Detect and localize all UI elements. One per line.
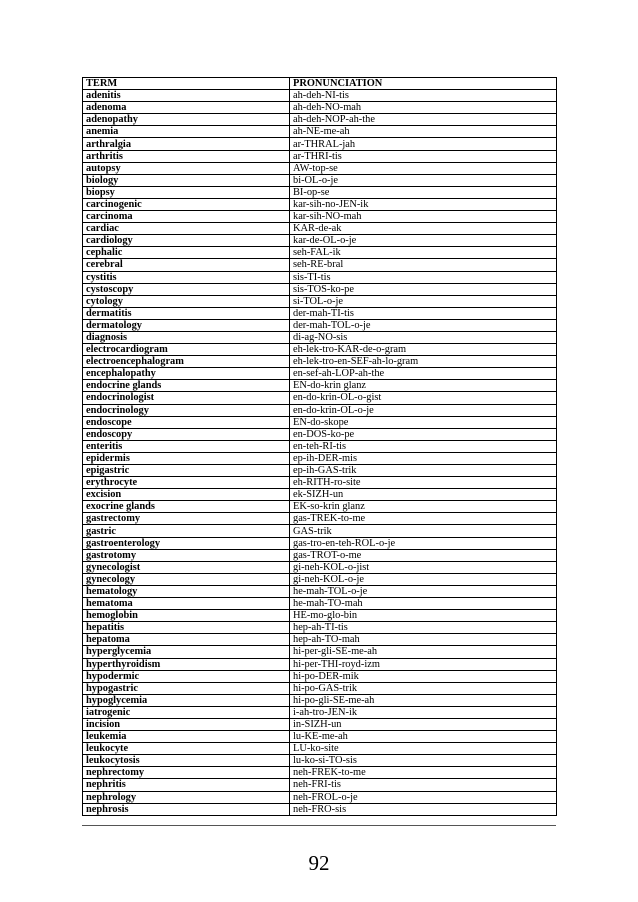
pronunciation-cell: ek-SIZH-un (290, 489, 557, 501)
table-row (83, 767, 557, 779)
pronunciation-cell: gi-neh-KOL-o-je (290, 573, 557, 585)
pronunciation-cell: lu-ko-si-TO-sis (290, 755, 557, 767)
table-row (83, 271, 557, 283)
page-number: 92 (308, 851, 330, 875)
table-row (83, 694, 557, 706)
pronunciation-cell: hi-po-DER-mik (290, 670, 557, 682)
table-row (83, 561, 557, 573)
pronunciation-cell: eh-RITH-ro-site (290, 477, 557, 489)
pronunciation-cell: bi-OL-o-je (290, 174, 557, 186)
table-row (83, 247, 557, 259)
table-row (83, 331, 557, 343)
pronunciation-cell: gas-TROT-o-me (290, 549, 557, 561)
table-row (83, 126, 557, 138)
pronunciation-cell: en-do-krin-OL-o-je (290, 404, 557, 416)
term-cell: nephrectomy (83, 767, 290, 779)
pronunciation-cell: he-mah-TO-mah (290, 598, 557, 610)
pronunciation-cell: si-TOL-o-je (290, 295, 557, 307)
table-row (83, 477, 557, 489)
pronunciation-cell: en-do-krin-OL-o-gist (290, 392, 557, 404)
pronunciation-cell: he-mah-TOL-o-je (290, 585, 557, 597)
pronunciation-cell: ar-THRI-tis (290, 150, 557, 162)
pronunciation-cell: EN-do-krin glanz (290, 380, 557, 392)
pronunciation-cell: HE-mo-glo-bin (290, 610, 557, 622)
table-row (83, 465, 557, 477)
term-cell: hepatoma (83, 634, 290, 646)
table-row (83, 198, 557, 210)
pronunciation-cell: seh-FAL-ik (290, 247, 557, 259)
table-row (83, 791, 557, 803)
terminology-table (82, 77, 557, 816)
table-row (83, 380, 557, 392)
term-cell: gastrotomy (83, 549, 290, 561)
table-row (83, 731, 557, 743)
table-row (83, 223, 557, 235)
pronunciation-cell: en-sef-ah-LOP-ah-the (290, 368, 557, 380)
pronunciation-cell: EN-do-skope (290, 416, 557, 428)
table-row (83, 549, 557, 561)
table-row (83, 416, 557, 428)
pronunciation-cell: GAS-trik (290, 525, 557, 537)
pronunciation-cell: kar-sih-NO-mah (290, 211, 557, 223)
term-cell: leukemia (83, 731, 290, 743)
table-row (83, 743, 557, 755)
term-cell: cardiology (83, 235, 290, 247)
pronunciation-cell: gas-tro-en-teh-ROL-o-je (290, 537, 557, 549)
term-cell: adenopathy (83, 114, 290, 126)
term-cell: endocrinologist (83, 392, 290, 404)
pronunciation-cell: ep-ih-DER-mis (290, 452, 557, 464)
pronunciation-cell: en-teh-RI-tis (290, 440, 557, 452)
term-cell: gastric (83, 525, 290, 537)
table-row (83, 404, 557, 416)
table-row (83, 537, 557, 549)
pronunciation-cell: ah-deh-NOP-ah-the (290, 114, 557, 126)
term-cell: hematoma (83, 598, 290, 610)
term-cell: enteritis (83, 440, 290, 452)
term-cell: epigastric (83, 465, 290, 477)
term-cell: dermatology (83, 319, 290, 331)
term-cell: hyperthyroidism (83, 658, 290, 670)
table-row (83, 174, 557, 186)
table-row (83, 452, 557, 464)
term-cell: endoscopy (83, 428, 290, 440)
table-row (83, 573, 557, 585)
term-cell: hemoglobin (83, 610, 290, 622)
term-cell: cytology (83, 295, 290, 307)
term-cell: leukocyte (83, 743, 290, 755)
table-row (83, 283, 557, 295)
table-row (83, 513, 557, 525)
pronunciation-cell: neh-FRI-tis (290, 779, 557, 791)
pronunciation-cell: ah-NE-me-ah (290, 126, 557, 138)
table-row (83, 356, 557, 368)
table-row (83, 90, 557, 102)
term-cell: adenoma (83, 102, 290, 114)
table-row (83, 307, 557, 319)
term-cell: diagnosis (83, 331, 290, 343)
term-cell: electroencephalogram (83, 356, 290, 368)
pronunciation-cell: neh-FROL-o-je (290, 791, 557, 803)
table-row (83, 489, 557, 501)
pronunciation-cell: ar-THRAL-jah (290, 138, 557, 150)
term-cell: nephritis (83, 779, 290, 791)
term-cell: anemia (83, 126, 290, 138)
term-cell: biopsy (83, 186, 290, 198)
pronunciation-cell: EK-so-krin glanz (290, 501, 557, 513)
term-cell: hematology (83, 585, 290, 597)
table-row (83, 368, 557, 380)
term-cell: epidermis (83, 452, 290, 464)
term-cell: endocrinology (83, 404, 290, 416)
table-header-row (83, 78, 557, 90)
table-row (83, 670, 557, 682)
term-cell: endocrine glands (83, 380, 290, 392)
table-body (83, 90, 557, 816)
pronunciation-cell: eh-lek-tro-en-SEF-ah-lo-gram (290, 356, 557, 368)
pronunciation-cell: BI-op-se (290, 186, 557, 198)
pronunciation-cell: AW-top-se (290, 162, 557, 174)
table-row (83, 525, 557, 537)
term-cell: hyperglycemia (83, 646, 290, 658)
table-row (83, 585, 557, 597)
term-cell: hypogastric (83, 682, 290, 694)
term-cell: gynecologist (83, 561, 290, 573)
pronunciation-cell: der-mah-TI-tis (290, 307, 557, 319)
term-cell: cystoscopy (83, 283, 290, 295)
table-row (83, 162, 557, 174)
term-cell: iatrogenic (83, 706, 290, 718)
pronunciation-cell: hi-per-THI-royd-izm (290, 658, 557, 670)
table-row (83, 755, 557, 767)
table-row (83, 295, 557, 307)
table-row (83, 501, 557, 513)
pronunciation-cell: hi-po-GAS-trik (290, 682, 557, 694)
term-cell: hypoglycemia (83, 694, 290, 706)
table-row (83, 319, 557, 331)
term-cell: carcinoma (83, 211, 290, 223)
table-row (83, 706, 557, 718)
term-cell: hypodermic (83, 670, 290, 682)
table-row (83, 259, 557, 271)
table-row (83, 718, 557, 730)
table-row (83, 235, 557, 247)
term-cell: gastroenterology (83, 537, 290, 549)
term-cell: incision (83, 718, 290, 730)
term-cell: gynecology (83, 573, 290, 585)
pronunciation-cell: gi-neh-KOL-o-jist (290, 561, 557, 573)
term-column-header: TERM (83, 78, 290, 90)
table-row (83, 428, 557, 440)
term-cell: dermatitis (83, 307, 290, 319)
table-row (83, 114, 557, 126)
pronunciation-cell: KAR-de-ak (290, 223, 557, 235)
pronunciation-cell: in-SIZH-un (290, 718, 557, 730)
term-cell: encephalopathy (83, 368, 290, 380)
pronunciation-cell: LU-ko-site (290, 743, 557, 755)
term-cell: excision (83, 489, 290, 501)
pronunciation-cell: hep-ah-TI-tis (290, 622, 557, 634)
pronunciation-cell: neh-FREK-to-me (290, 767, 557, 779)
table-row (83, 682, 557, 694)
table-row (83, 440, 557, 452)
term-cell: erythrocyte (83, 477, 290, 489)
term-cell: gastrectomy (83, 513, 290, 525)
term-cell: autopsy (83, 162, 290, 174)
term-cell: electrocardiogram (83, 344, 290, 356)
term-cell: endoscope (83, 416, 290, 428)
table-row (83, 622, 557, 634)
term-cell: cardiac (83, 223, 290, 235)
pronunciation-cell: ah-deh-NI-tis (290, 90, 557, 102)
pronunciation-cell: kar-de-OL-o-je (290, 235, 557, 247)
table-row (83, 186, 557, 198)
pronunciation-cell: neh-FRO-sis (290, 803, 557, 815)
term-cell: cephalic (83, 247, 290, 259)
pronunciation-cell: hi-per-gli-SE-me-ah (290, 646, 557, 658)
pronunciation-column-header: PRONUNCIATION (290, 78, 557, 90)
table-row (83, 598, 557, 610)
pronunciation-cell: en-DOS-ko-pe (290, 428, 557, 440)
term-cell: carcinogenic (83, 198, 290, 210)
table-row (83, 658, 557, 670)
pronunciation-cell: i-ah-tro-JEN-ik (290, 706, 557, 718)
term-cell: cystitis (83, 271, 290, 283)
table-row (83, 610, 557, 622)
table-row (83, 102, 557, 114)
pronunciation-cell: der-mah-TOL-o-je (290, 319, 557, 331)
term-cell: cerebral (83, 259, 290, 271)
bottom-divider (82, 825, 556, 826)
term-cell: nephrosis (83, 803, 290, 815)
pronunciation-cell: seh-RE-bral (290, 259, 557, 271)
pronunciation-cell: ep-ih-GAS-trik (290, 465, 557, 477)
table-row (83, 803, 557, 815)
pronunciation-cell: ah-deh-NO-mah (290, 102, 557, 114)
term-cell: arthritis (83, 150, 290, 162)
term-cell: hepatitis (83, 622, 290, 634)
pronunciation-cell: eh-lek-tro-KAR-de-o-gram (290, 344, 557, 356)
term-cell: exocrine glands (83, 501, 290, 513)
table-row (83, 211, 557, 223)
term-cell: nephrology (83, 791, 290, 803)
pronunciation-cell: kar-sih-no-JEN-ik (290, 198, 557, 210)
term-cell: biology (83, 174, 290, 186)
table-row (83, 392, 557, 404)
pronunciation-cell: hep-ah-TO-mah (290, 634, 557, 646)
table-row (83, 634, 557, 646)
term-cell: leukocytosis (83, 755, 290, 767)
term-cell: adenitis (83, 90, 290, 102)
table-row (83, 779, 557, 791)
pronunciation-cell: hi-po-gli-SE-me-ah (290, 694, 557, 706)
pronunciation-cell: di-ag-NO-sis (290, 331, 557, 343)
table-row (83, 344, 557, 356)
table-row (83, 646, 557, 658)
pronunciation-cell: sis-TOS-ko-pe (290, 283, 557, 295)
table-row (83, 138, 557, 150)
pronunciation-cell: gas-TREK-to-me (290, 513, 557, 525)
pronunciation-cell: lu-KE-me-ah (290, 731, 557, 743)
table-row (83, 150, 557, 162)
pronunciation-cell: sis-TI-tis (290, 271, 557, 283)
term-cell: arthralgia (83, 138, 290, 150)
